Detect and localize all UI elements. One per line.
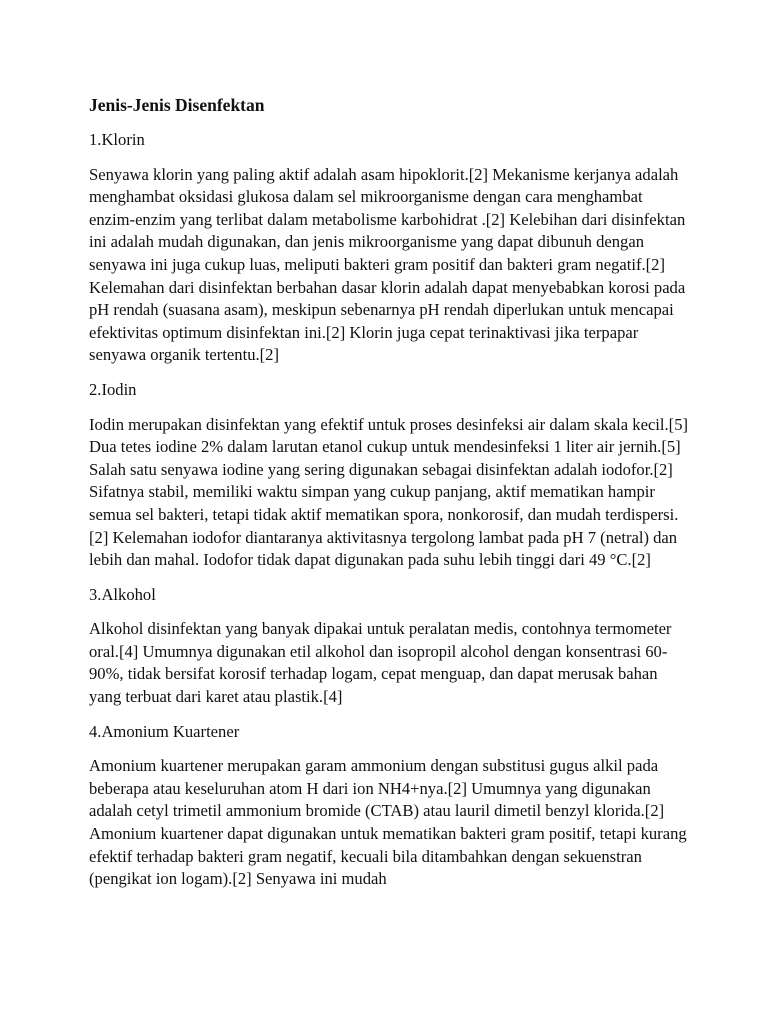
paragraph-klorin: Senyawa klorin yang paling aktif adalah asam hipoklorit.[2] Mekanisme kerjanya adalah menghambat oksidasi glukosa dalam sel mikroorganisme dengan cara menghambat enzim-enzim yang terlibat dalam metabolisme karbohidrat .[2] Kelebihan dari disinfektan ini adalah mudah digunakan, dan jenis mikroorganisme yang dapat dibunuh dengan senyawa ini juga cukup luas, meliputi bakteri gram positif dan bakteri gram negatif.[2] Kelemahan dari disinfektan berbahan dasar klorin adalah dapat menyebabkan korosi pada pH rendah (suasana asam), meskipun sebenarnya pH rendah diperlukan untuk mencapai efektivitas optimum disinfektan ini.[2] Klorin juga cepat terinaktivasi jika terpapar senyawa organik tertentu.[2] bbox=[89, 164, 686, 365]
section-heading-amonium-kuartener: 4.Amonium Kuartener bbox=[89, 721, 240, 741]
section-heading-iodin: 2.Iodin bbox=[89, 379, 137, 399]
paragraph-iodin: Iodin merupakan disinfektan yang efektif untuk proses desinfeksi air dalam skala kecil.[5] Dua tetes iodine 2% dalam larutan etanol cukup untuk mendesinfeksi 1 liter air jernih.[5] Salah satu senyawa iodine yang sering digunakan sebagai disinfektan adalah iodofor.[2] Sifatnya stabil, memiliki waktu simpan yang cukup panjang, aktif mematikan hampir semua sel bakteri, tetapi tidak aktif mematikan spora, nonkorosif, dan mudah terdispersi.[2] Kelemahan iodofor diantaranya aktivitasnya tergolong lambat pada pH 7 (netral) dan lebih dan mahal. Iodofor tidak dapat digunakan pada suhu lebih tinggi dari 49 °C.[2] bbox=[89, 414, 689, 570]
section-heading-klorin: 1.Klorin bbox=[89, 130, 145, 149]
document-title: Jenis-Jenis Disenfektan bbox=[89, 95, 265, 115]
section-amonium-kuartener bbox=[89, 721, 689, 891]
section-heading-alkohol: 3.Alkohol bbox=[89, 584, 156, 604]
document-page bbox=[89, 94, 689, 903]
section-klorin bbox=[89, 129, 689, 367]
section-iodin bbox=[89, 379, 689, 572]
section-alkohol bbox=[89, 584, 689, 709]
paragraph-amonium-kuartener: Amonium kuartener merupakan garam ammonium dengan substitusi gugus alkil pada beberapa atau keseluruhan atom H dari ion NH4+nya.[2] Umumnya yang digunakan adalah cetyl trimetil ammonium bromide (CTAB) atau lauril dimetil benzyl klorida.[2] Amonium kuartener dapat digunakan untuk mematikan bakteri gram positif, tetapi kurang efektif terhadap bakteri gram negatif, kecuali bila ditambahkan dengan sekuenstran (pengikat ion logam).[2] Senyawa ini mudah bbox=[89, 756, 687, 889]
paragraph-alkohol: Alkohol disinfektan yang banyak dipakai untuk peralatan medis, contohnya termometer oral.[4] Umumnya digunakan etil alkohol dan isopropil alcohol dengan konsentrasi 60-90%, tidak bersifat korosif terhadap logam, cepat menguap, dan dapat merusak bahan yang terbuat dari karet atau plastik.[4] bbox=[89, 619, 672, 707]
